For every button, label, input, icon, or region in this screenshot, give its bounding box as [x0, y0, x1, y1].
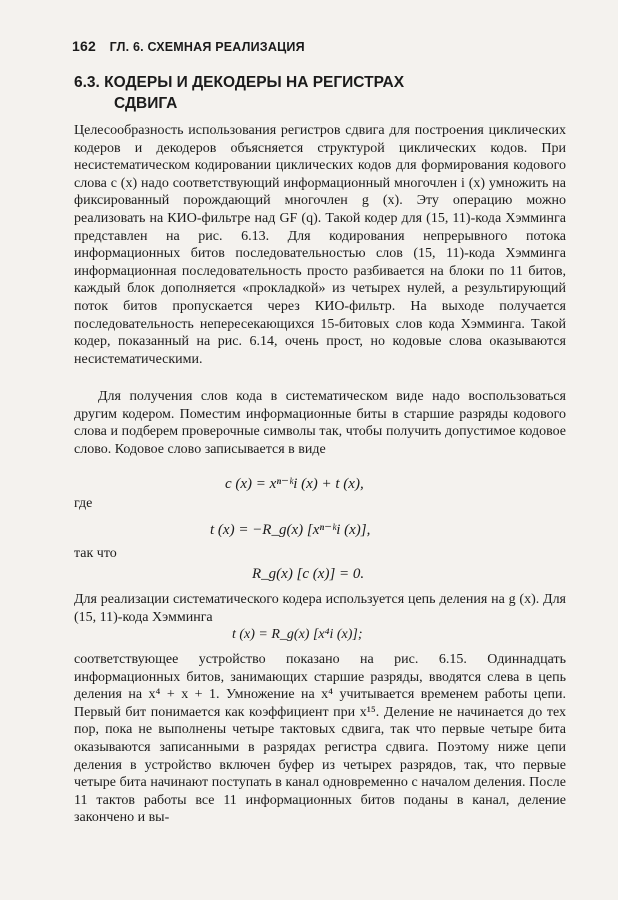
running-head [72, 38, 305, 54]
section-title-line1: 6.3. КОДЕРЫ И ДЕКОДЕРЫ НА РЕГИСТРАХ [74, 74, 405, 91]
paragraph-4: соответствующее устройство показано на рис. 6.15. Одиннадцать информационных битов, занимающих старшие разряды, вводятся слева в цепь деления на x⁴ + x + 1. Умножение на x⁴ учитывается временем работы цепи. Первый бит понимается как коэффициент при x¹⁵. Деление не начинается до тех пор, пока не выполнены четыре тактовых сдвига, так что первые четыре бита оказываются записанными в разрядах регистра сдвига. Поэтому ниже цепи деления в устройство включен буфер из четырех разрядов, так, что первые четыре бита начинают поступать в канал одновременно с началом деления. После 11 тактов работы все 11 информационных битов поданы в канал, деление закончено и вы- [74, 652, 566, 826]
word-where: где [74, 496, 93, 511]
section-title-line2: СДВИГА [114, 95, 178, 112]
formula-remainder: R_g(x) [c (x)] = 0. [252, 566, 365, 582]
paragraph-3: Для реализации систематического кодера используется цепь деления на g (x). Для (15, 11)-кода Хэмминга [74, 592, 566, 625]
formula-codeword: c (x) = xⁿ⁻ᵏi (x) + t (x), [225, 476, 364, 492]
word-so-that: так что [74, 546, 117, 561]
paragraph-1: Целесообразность использования регистров сдвига для построения циклических кодеров и декодеров объясняется структурой циклических кодов. При несистематическом кодировании циклических кодов для формирования кодового слова c (x) надо соответствующий информационный многочлен i (x) умножить на фиксированный порождающий многочлен g (x). Эту операцию можно реализовать на КИО-фильтре над GF (q). Такой кодер для (15, 11)-кода Хэмминга представлен на рис. 6.13. Для кодирования непрерывного потока информационных битов последовательностью слов (15, 11)-кода Хэмминга информационная последовательность просто разбивается на блоки по 11 битов, каждый блок дополняется «прокладкой» из четырех нулей, а результирующий поток битов пропускается через КИО-фильтр. На выходе получается последовательность непересекающихся 15-битовых слов кода Хэмминга. Такой кодер, показанный на рис. 6.14, очень прост, но кодовые слова оказываются несистематическими. [74, 123, 566, 367]
formula-hamming: t (x) = R_g(x) [x⁴i (x)]; [232, 627, 363, 642]
chapter-title: ГЛ. 6. СХЕМНАЯ РЕАЛИЗАЦИЯ [109, 40, 305, 54]
paragraph-2: Для получения слов кода в систематическом виде надо воспользоваться другим кодером. Поместим информационные биты в старшие разряды кодового слова и подберем проверочные символы так, чтобы получить допустимое кодовое слово. Кодовое слово записывается в виде [74, 389, 566, 457]
page-number: 162 [72, 38, 96, 54]
section-title [74, 72, 404, 114]
formula-parity: t (x) = −R_g(x) [xⁿ⁻ᵏi (x)], [210, 522, 371, 538]
